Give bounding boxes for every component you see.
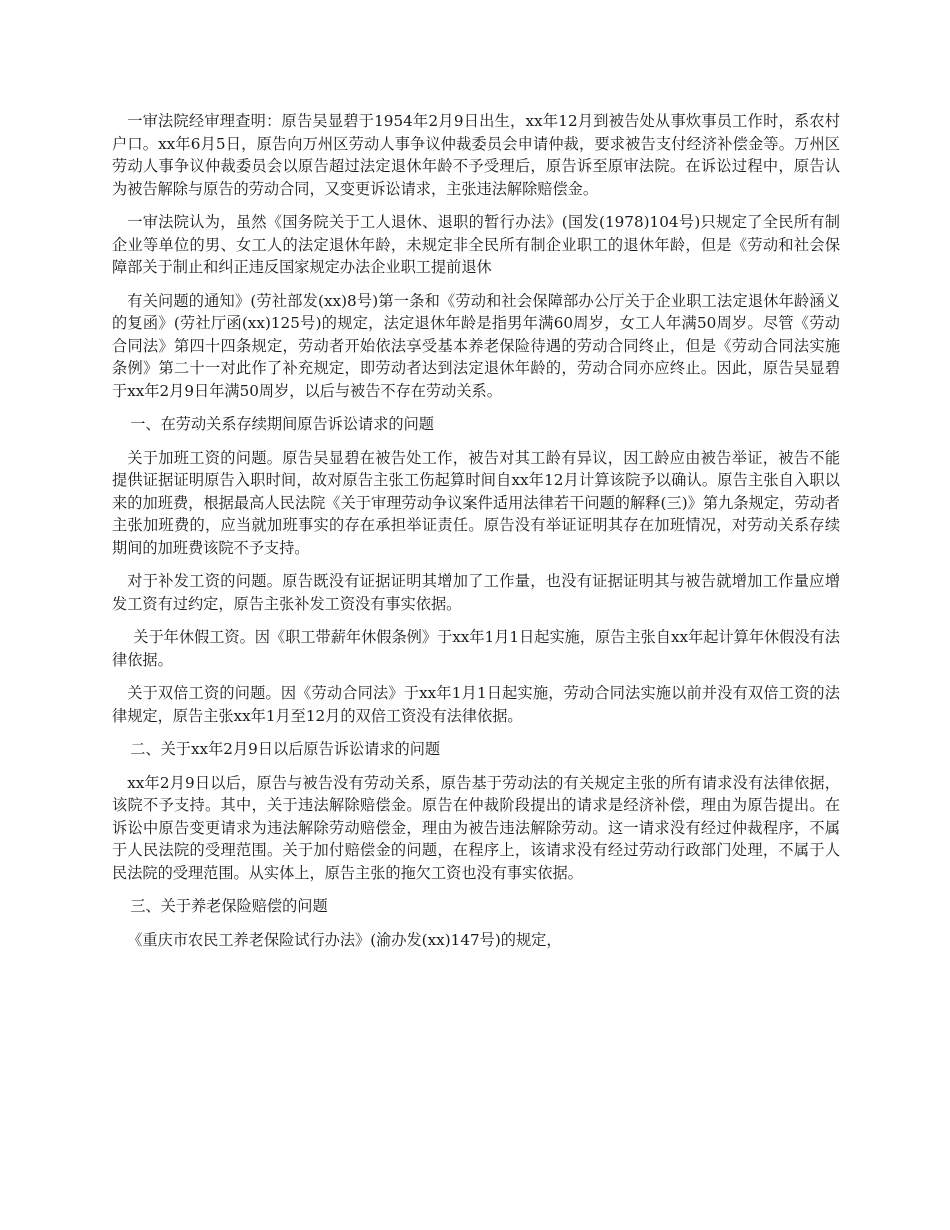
paragraph-court-opinion: 一审法院认为，虽然《国务院关于工人退休、退职的暂行办法》(国发(1978)104号)只规定了全民所有制企业等单位的男、女工人的法定退休年龄，未规定非全民所有制企业职工的退休年龄，但是《劳动和社会保障部关于制止和纠正违反国家规定办法企业职工提前退休 <box>112 213 840 276</box>
document-body <box>112 110 840 962</box>
paragraph-annual-leave: 关于年休假工资。因《职工带薪年休假条例》于xx年1月1日起实施，原告主张自xx年起计算年休假没有法律依据。 <box>112 628 840 669</box>
paragraph-facts: 一审法院经审理查明：原告吴显碧于1954年2月9日出生，xx年12月到被告处从事炊事员工作时，系农村户口。xx年6月5日，原告向万州区劳动人事争议仲裁委员会申请仲裁，要求被告支付经济补偿金等。万州区劳动人事争议仲裁委员会以原告超过法定退休年龄不予受理后，原告诉至原审法院。在诉讼过程中，原告认为被告解除与原告的劳动合同，又变更诉讼请求，主张违法解除赔偿金。 <box>112 112 840 198</box>
paragraph-pension-rule: 《重庆市农民工养老保险试行办法》(渝办发(xx)147号)的规定， <box>127 930 562 949</box>
section-heading-3: 三、关于养老保险赔偿的问题 <box>130 897 328 915</box>
paragraph-overtime-pay: 关于加班工资的问题。原告吴显碧在被告处工作，被告对其工龄有异议，因工龄应由被告举证，被告不能提供证据证明原告入职时间，故对原告主张工伤起算时间自xx年12月计算该院予以确认。原告主张自入职以来的加班费，根据最高人民法院《关于审理劳动争议案件适用法律若干问题的解释(三)》第九条规定，劳动者主张加班费的，应当就加班事实的存在承担举证责任。原告没有举证证明其存在加班情况，对劳动关系存续期间的加班费该院不予支持。 <box>112 448 840 557</box>
paragraph-retirement-age: 有关问题的通知》(劳社部发(xx)8号)第一条和《劳动和社会保障部办公厅关于企业职工法定退休年龄涵义的复函》(劳社厅函(xx)125号)的规定，法定退休年龄是指男年满60周岁，女工人年满50周岁。尽管《劳动合同法》第四十四条规定，劳动者开始依法享受基本养老保险待遇的劳动合同终止，但是《劳动合同法实施条例》第二十一对此作了补充规定，即劳动者达到法定退休年龄的，劳动合同亦应终止。因此，原告吴显碧于xx年2月9日年满50周岁，以后与被告不存在劳动关系。 <box>112 291 840 400</box>
section-heading-1: 一、在劳动关系存续期间原告诉讼请求的问题 <box>130 415 434 433</box>
paragraph-after-date: xx年2月9日以后，原告与被告没有劳动关系，原告基于劳动法的有关规定主张的所有请求没有法律依据，该院不予支持。其中，关于违法解除赔偿金。原告在仲裁阶段提出的请求是经济补偿，理由为原告提出。在诉讼中原告变更请求为违法解除劳动赔偿金，理由为被告违法解除劳动。这一请求没有经过仲裁程序，不属于人民法院的受理范围。关于加付赔偿金的问题，在程序上，该请求没有经过劳动行政部门处理，不属于人民法院的受理范围。从实体上，原告主张的拖欠工资也没有事实依据。 <box>112 773 840 882</box>
section-heading-2: 二、关于xx年2月9日以后原告诉讼请求的问题 <box>130 740 441 758</box>
paragraph-back-pay: 对于补发工资的问题。原告既没有证据证明其增加了工作量，也没有证据证明其与被告就增加工作量应增发工资有过约定，原告主张补发工资没有事实依据。 <box>112 572 840 613</box>
paragraph-double-wages: 关于双倍工资的问题。因《劳动合同法》于xx年1月1日起实施，劳动合同法实施以前并没有双倍工资的法律规定，原告主张xx年1月至12月的双倍工资没有法律依据。 <box>112 684 840 725</box>
